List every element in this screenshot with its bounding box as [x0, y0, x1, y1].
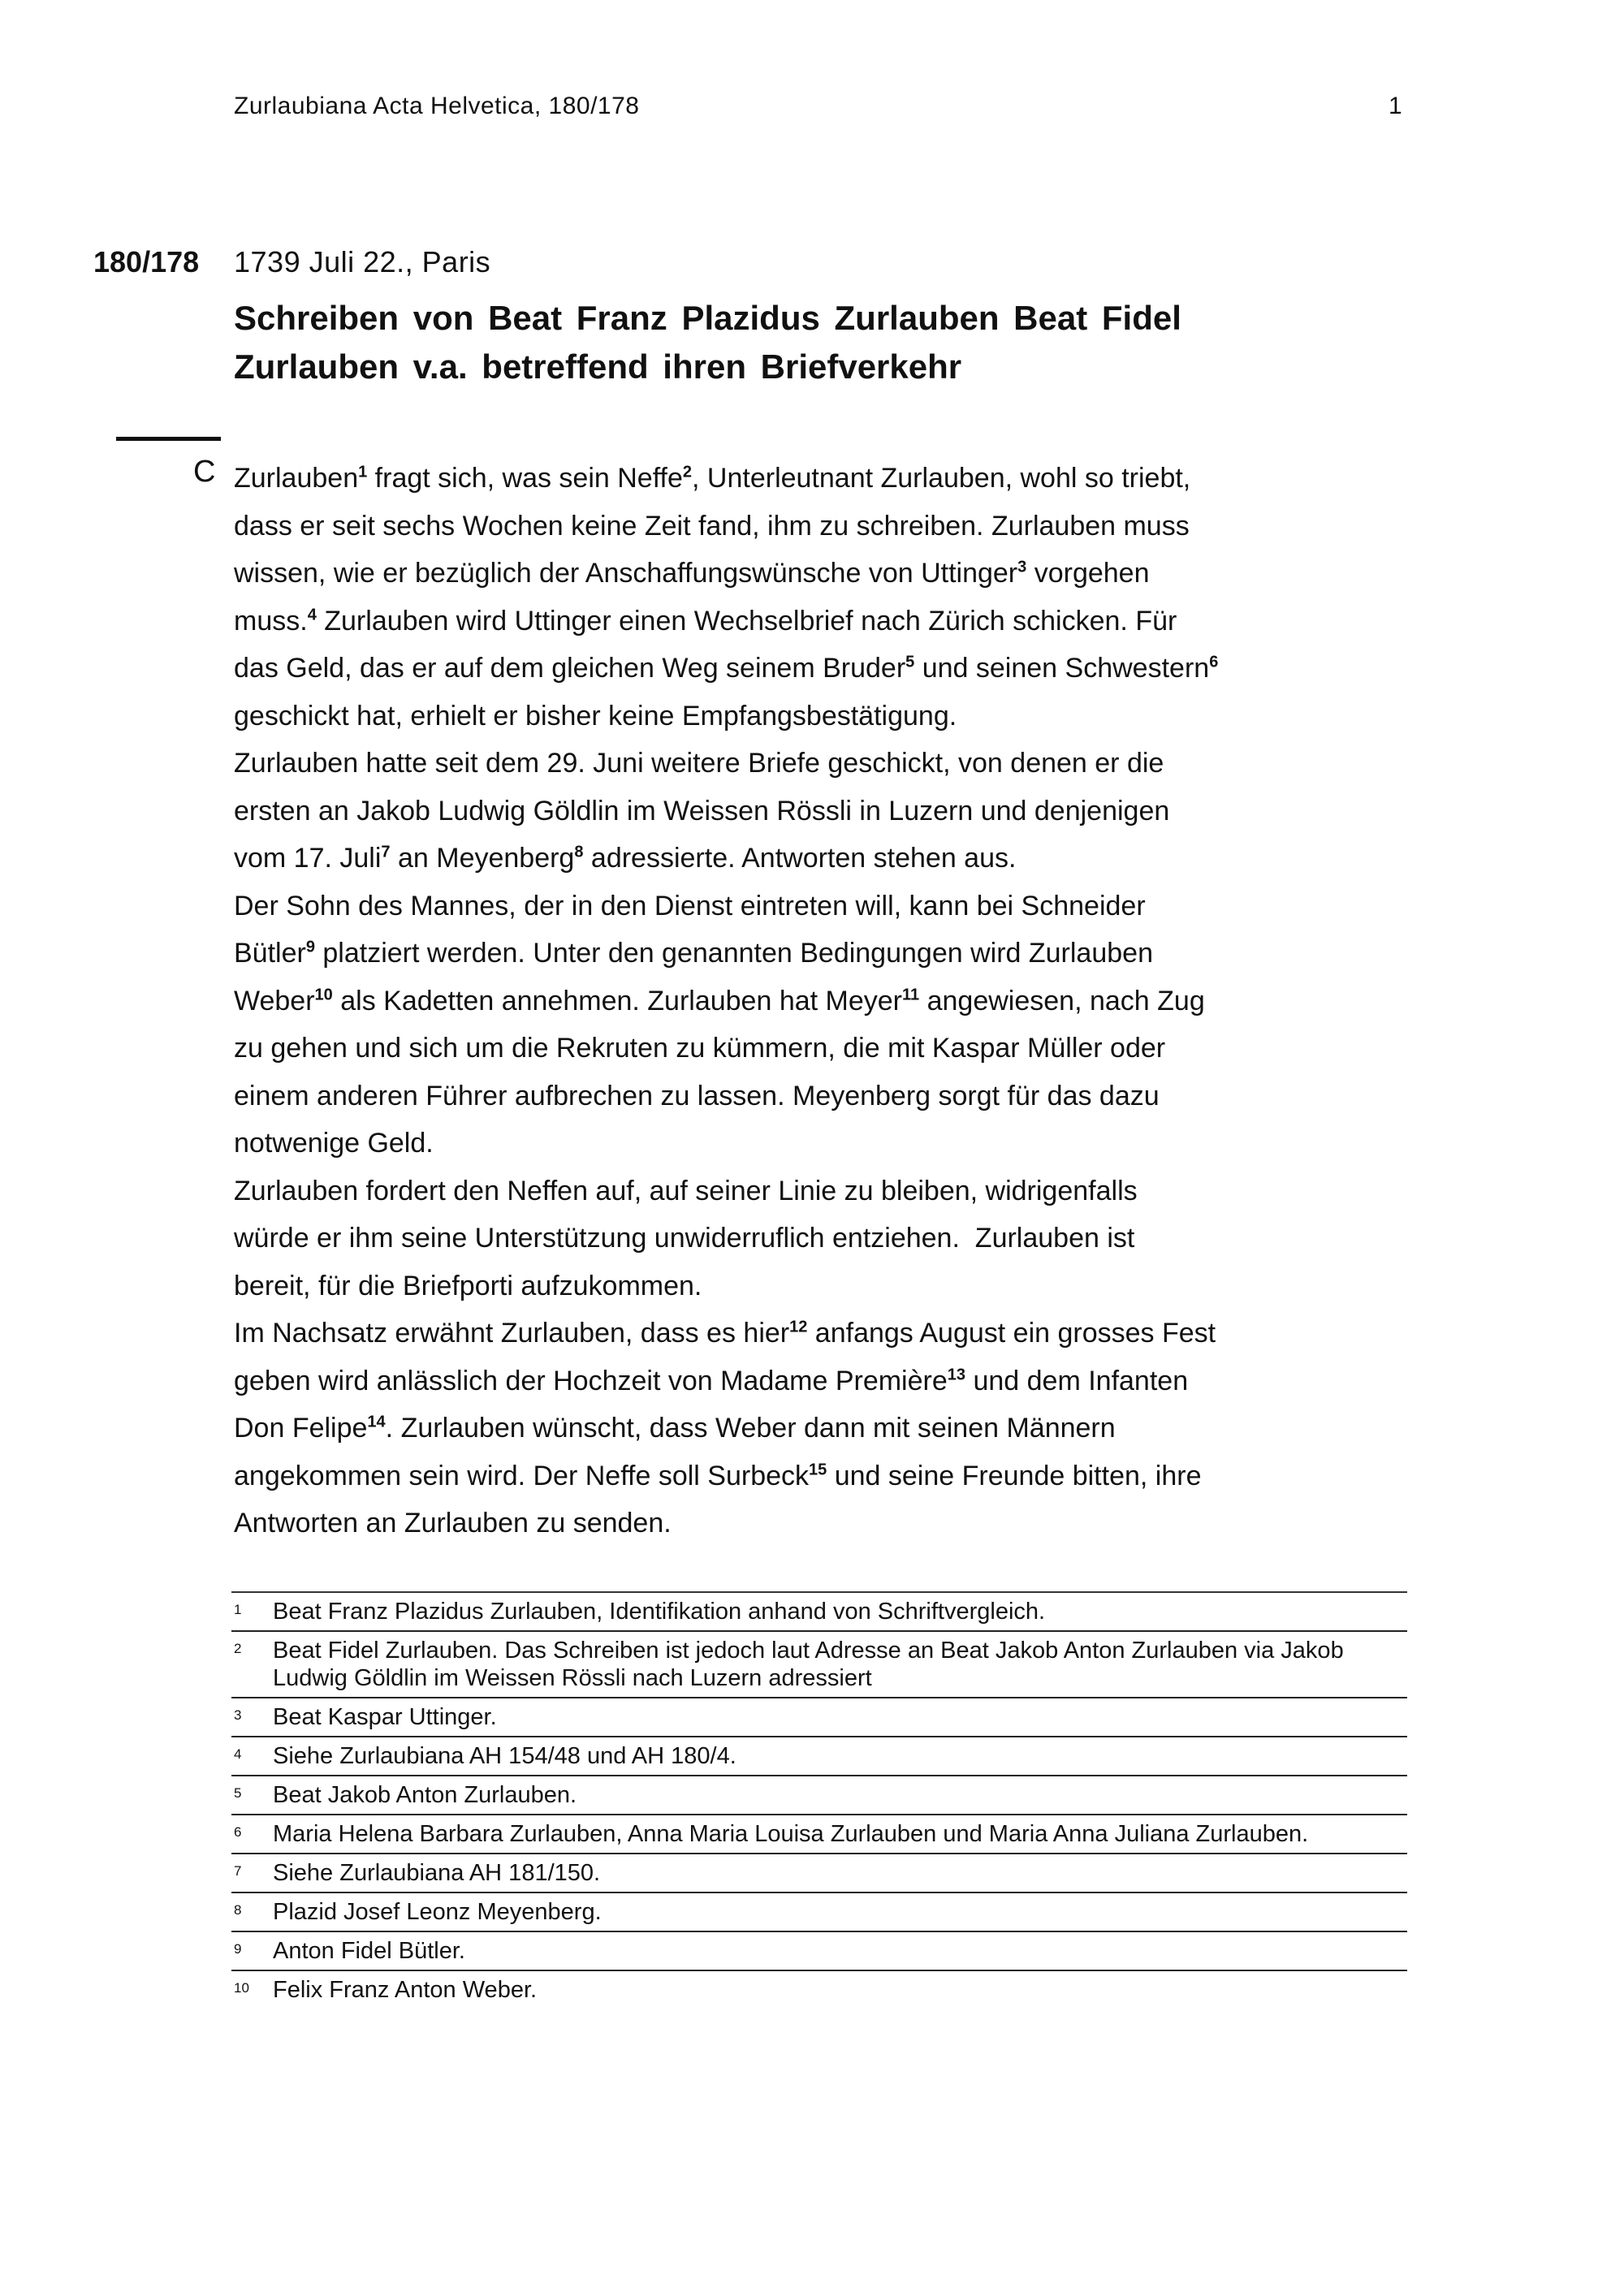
body-text: als Kadetten annehmen. Zurlauben hat Meyer: [332, 985, 902, 1016]
body-text: wissen, wie er bezüglich der Anschaffungswünsche von Uttinger: [234, 558, 1018, 589]
footnote-text: Maria Helena Barbara Zurlauben, Anna Maria Louisa Zurlauben und Maria Anna Juliana Zurlauben.: [273, 1821, 1309, 1847]
footnote-number: 8: [234, 1902, 242, 1918]
footnote-text: Siehe Zurlaubiana AH 154/48 und AH 180/4.: [273, 1743, 736, 1769]
footnote-number: 2: [234, 1641, 242, 1656]
footnote-text: Beat Franz Plazidus Zurlauben, Identifikation anhand von Schriftvergleich.: [273, 1599, 1046, 1625]
body-text: vorgehen: [1026, 558, 1150, 589]
body-line: [234, 1072, 1419, 1120]
body-line: [234, 455, 1419, 503]
footnote-reference[interactable]: 7: [381, 843, 391, 861]
body-text: angekommen sein wird. Der Neffe soll Surbeck: [234, 1460, 810, 1491]
body-text: fragt sich, was sein Neffe: [367, 463, 683, 494]
footnote-reference[interactable]: 9: [305, 938, 315, 956]
body-text: Bütler: [234, 938, 306, 969]
footnote-reference[interactable]: 3: [1017, 558, 1027, 576]
footnote-number: 9: [234, 1941, 242, 1957]
body-text: Weber: [234, 985, 315, 1016]
footnote-number: 4: [234, 1746, 242, 1762]
document-date-place: 1739 Juli 22., Paris: [234, 245, 491, 278]
footnote-reference[interactable]: 4: [307, 606, 317, 624]
footnote-reference[interactable]: 2: [682, 463, 693, 481]
body-text: Der Sohn des Mannes, der in den Dienst eintreten will, kann bei Schneider: [234, 890, 1146, 921]
body-line: [234, 1452, 1419, 1500]
footnote-text: Siehe Zurlaubiana AH 181/150.: [273, 1860, 601, 1886]
footnote-number: 10: [234, 1980, 249, 1996]
footnote-text: Felix Franz Anton Weber.: [273, 1977, 538, 2003]
summary-body: [234, 455, 1419, 1547]
body-text: Zurlauben wird Uttinger einen Wechselbrief nach Zürich schicken. Für: [316, 605, 1177, 637]
body-text: notwenige Geld.: [234, 1128, 434, 1159]
title-line: Schreiben von Beat Franz Plazidus Zurlauben Beat Fidel: [234, 299, 1181, 337]
body-text: geschickt hat, erhielt er bisher keine Empfangsbestätigung.: [234, 700, 957, 732]
section-marker: C: [193, 455, 216, 489]
footnote-item: [231, 1776, 1407, 1815]
body-line: [234, 788, 1419, 835]
body-line: [234, 1405, 1419, 1452]
footnote-item: [231, 1893, 1407, 1932]
body-line: [234, 1310, 1419, 1357]
body-text: zu gehen und sich um die Rekruten zu kümmern, die mit Kaspar Müller oder: [234, 1033, 1166, 1064]
body-text: anfangs August ein grosses Fest: [807, 1318, 1216, 1349]
footnote-text: Beat Kaspar Uttinger.: [273, 1704, 497, 1730]
footnote-reference[interactable]: 12: [789, 1318, 808, 1336]
footnote-reference[interactable]: 8: [574, 843, 584, 861]
body-text: und seine Freunde bitten, ihre: [827, 1460, 1202, 1491]
body-text: muss.: [234, 605, 308, 637]
body-text: einem anderen Führer aufbrechen zu lassen. Meyenberg sorgt für das dazu: [234, 1080, 1160, 1111]
title-line: Zurlauben v.a. betreffend ihren Briefverkehr: [234, 347, 962, 386]
footnote-item: [231, 1737, 1407, 1776]
body-line: [234, 503, 1419, 550]
footnote-reference[interactable]: 5: [905, 653, 915, 671]
body-text: würde er ihm seine Unterstützung unwiderruflich entziehen. Zurlauben ist: [234, 1223, 1135, 1254]
footnote-number: 5: [234, 1785, 242, 1801]
body-line: [234, 978, 1419, 1025]
body-text: . Zurlauben wünscht, dass Weber dann mit seinen Männern: [385, 1413, 1116, 1444]
footnote-number: 6: [234, 1824, 242, 1840]
section-rule: [116, 437, 221, 441]
footnote-item: [231, 1815, 1407, 1854]
body-line: [234, 883, 1419, 930]
footnote-text: Beat Fidel Zurlauben. Das Schreiben ist jedoch laut Adresse an Beat Jakob Anton Zurlauben via Jakob Ludwig Göldlin im Weissen Rössli nach Luzern adressiert: [273, 1638, 1344, 1691]
body-line: [234, 550, 1419, 598]
body-text: ersten an Jakob Ludwig Göldlin im Weissen Rössli in Luzern und denjenigen: [234, 795, 1170, 826]
body-text: , Unterleutnant Zurlauben, wohl so triebt,: [692, 463, 1191, 494]
body-text: Antworten an Zurlauben zu senden.: [234, 1508, 672, 1539]
body-text: adressierte. Antworten stehen aus.: [583, 843, 1017, 874]
body-text: und seinen Schwestern: [914, 653, 1210, 684]
footnote-item: [231, 1932, 1407, 1971]
footnote-reference[interactable]: 14: [367, 1413, 386, 1431]
footnote-reference[interactable]: 10: [314, 986, 333, 1004]
footnote-text: Plazid Josef Leonz Meyenberg.: [273, 1899, 602, 1925]
body-line: [234, 740, 1419, 788]
body-line: [234, 645, 1419, 693]
footnotes: [231, 1591, 1407, 2009]
footnote-item: [231, 1971, 1407, 2009]
body-text: Zurlauben fordert den Neffen auf, auf seiner Linie zu bleiben, widrigenfalls: [234, 1175, 1138, 1206]
body-line: [234, 835, 1419, 883]
body-text: Zurlauben hatte seit dem 29. Juni weitere Briefe geschickt, von denen er die: [234, 748, 1164, 779]
footnote-reference[interactable]: 1: [358, 463, 368, 481]
body-text: Im Nachsatz erwähnt Zurlauben, dass es hier: [234, 1318, 790, 1349]
footnote-text: Anton Fidel Bütler.: [273, 1938, 465, 1964]
footnote-number: 3: [234, 1707, 242, 1723]
body-line: [234, 1167, 1419, 1215]
document-title: [234, 294, 1411, 391]
body-text: Don Felipe: [234, 1413, 368, 1444]
body-text: an Meyenberg: [390, 843, 575, 874]
body-text: das Geld, das er auf dem gleichen Weg seinem Bruder: [234, 653, 906, 684]
body-line: [234, 693, 1419, 740]
body-text: Zurlauben: [234, 463, 359, 494]
footnote-reference[interactable]: 6: [1209, 653, 1219, 671]
body-line: [234, 1025, 1419, 1072]
body-line: [234, 598, 1419, 645]
body-text: geben wird anlässlich der Hochzeit von Madame Première: [234, 1365, 948, 1396]
footnote-number: 7: [234, 1863, 242, 1879]
footnote-item: [231, 1593, 1407, 1632]
document-id: 180/178: [93, 245, 200, 278]
footnote-reference[interactable]: 15: [809, 1461, 827, 1479]
body-line: [234, 1357, 1419, 1405]
body-text: platziert werden. Unter den genannten Bedingungen wird Zurlauben: [314, 938, 1153, 969]
body-line: [234, 1215, 1419, 1262]
body-line: [234, 930, 1419, 978]
footnote-item: [231, 1698, 1407, 1737]
body-text: bereit, für die Briefporti aufzukommen.: [234, 1270, 702, 1301]
body-line: [234, 1500, 1419, 1547]
footnote-number: 1: [234, 1602, 242, 1617]
body-text: dass er seit sechs Wochen keine Zeit fand, ihm zu schreiben. Zurlauben muss: [234, 510, 1190, 542]
footnote-item: [231, 1632, 1407, 1698]
footnote-reference[interactable]: 11: [902, 986, 920, 1004]
footnote-item: [231, 1854, 1407, 1893]
running-header-title: Zurlaubiana Acta Helvetica, 180/178: [234, 93, 640, 119]
body-text: vom 17. Juli: [234, 843, 382, 874]
body-text: angewiesen, nach Zug: [919, 985, 1205, 1016]
body-line: [234, 1120, 1419, 1167]
footnote-reference[interactable]: 13: [947, 1366, 966, 1384]
body-text: und dem Infanten: [965, 1365, 1189, 1396]
body-line: [234, 1262, 1419, 1310]
footnote-text: Beat Jakob Anton Zurlauben.: [273, 1782, 577, 1808]
page-number: 1: [1389, 93, 1402, 119]
